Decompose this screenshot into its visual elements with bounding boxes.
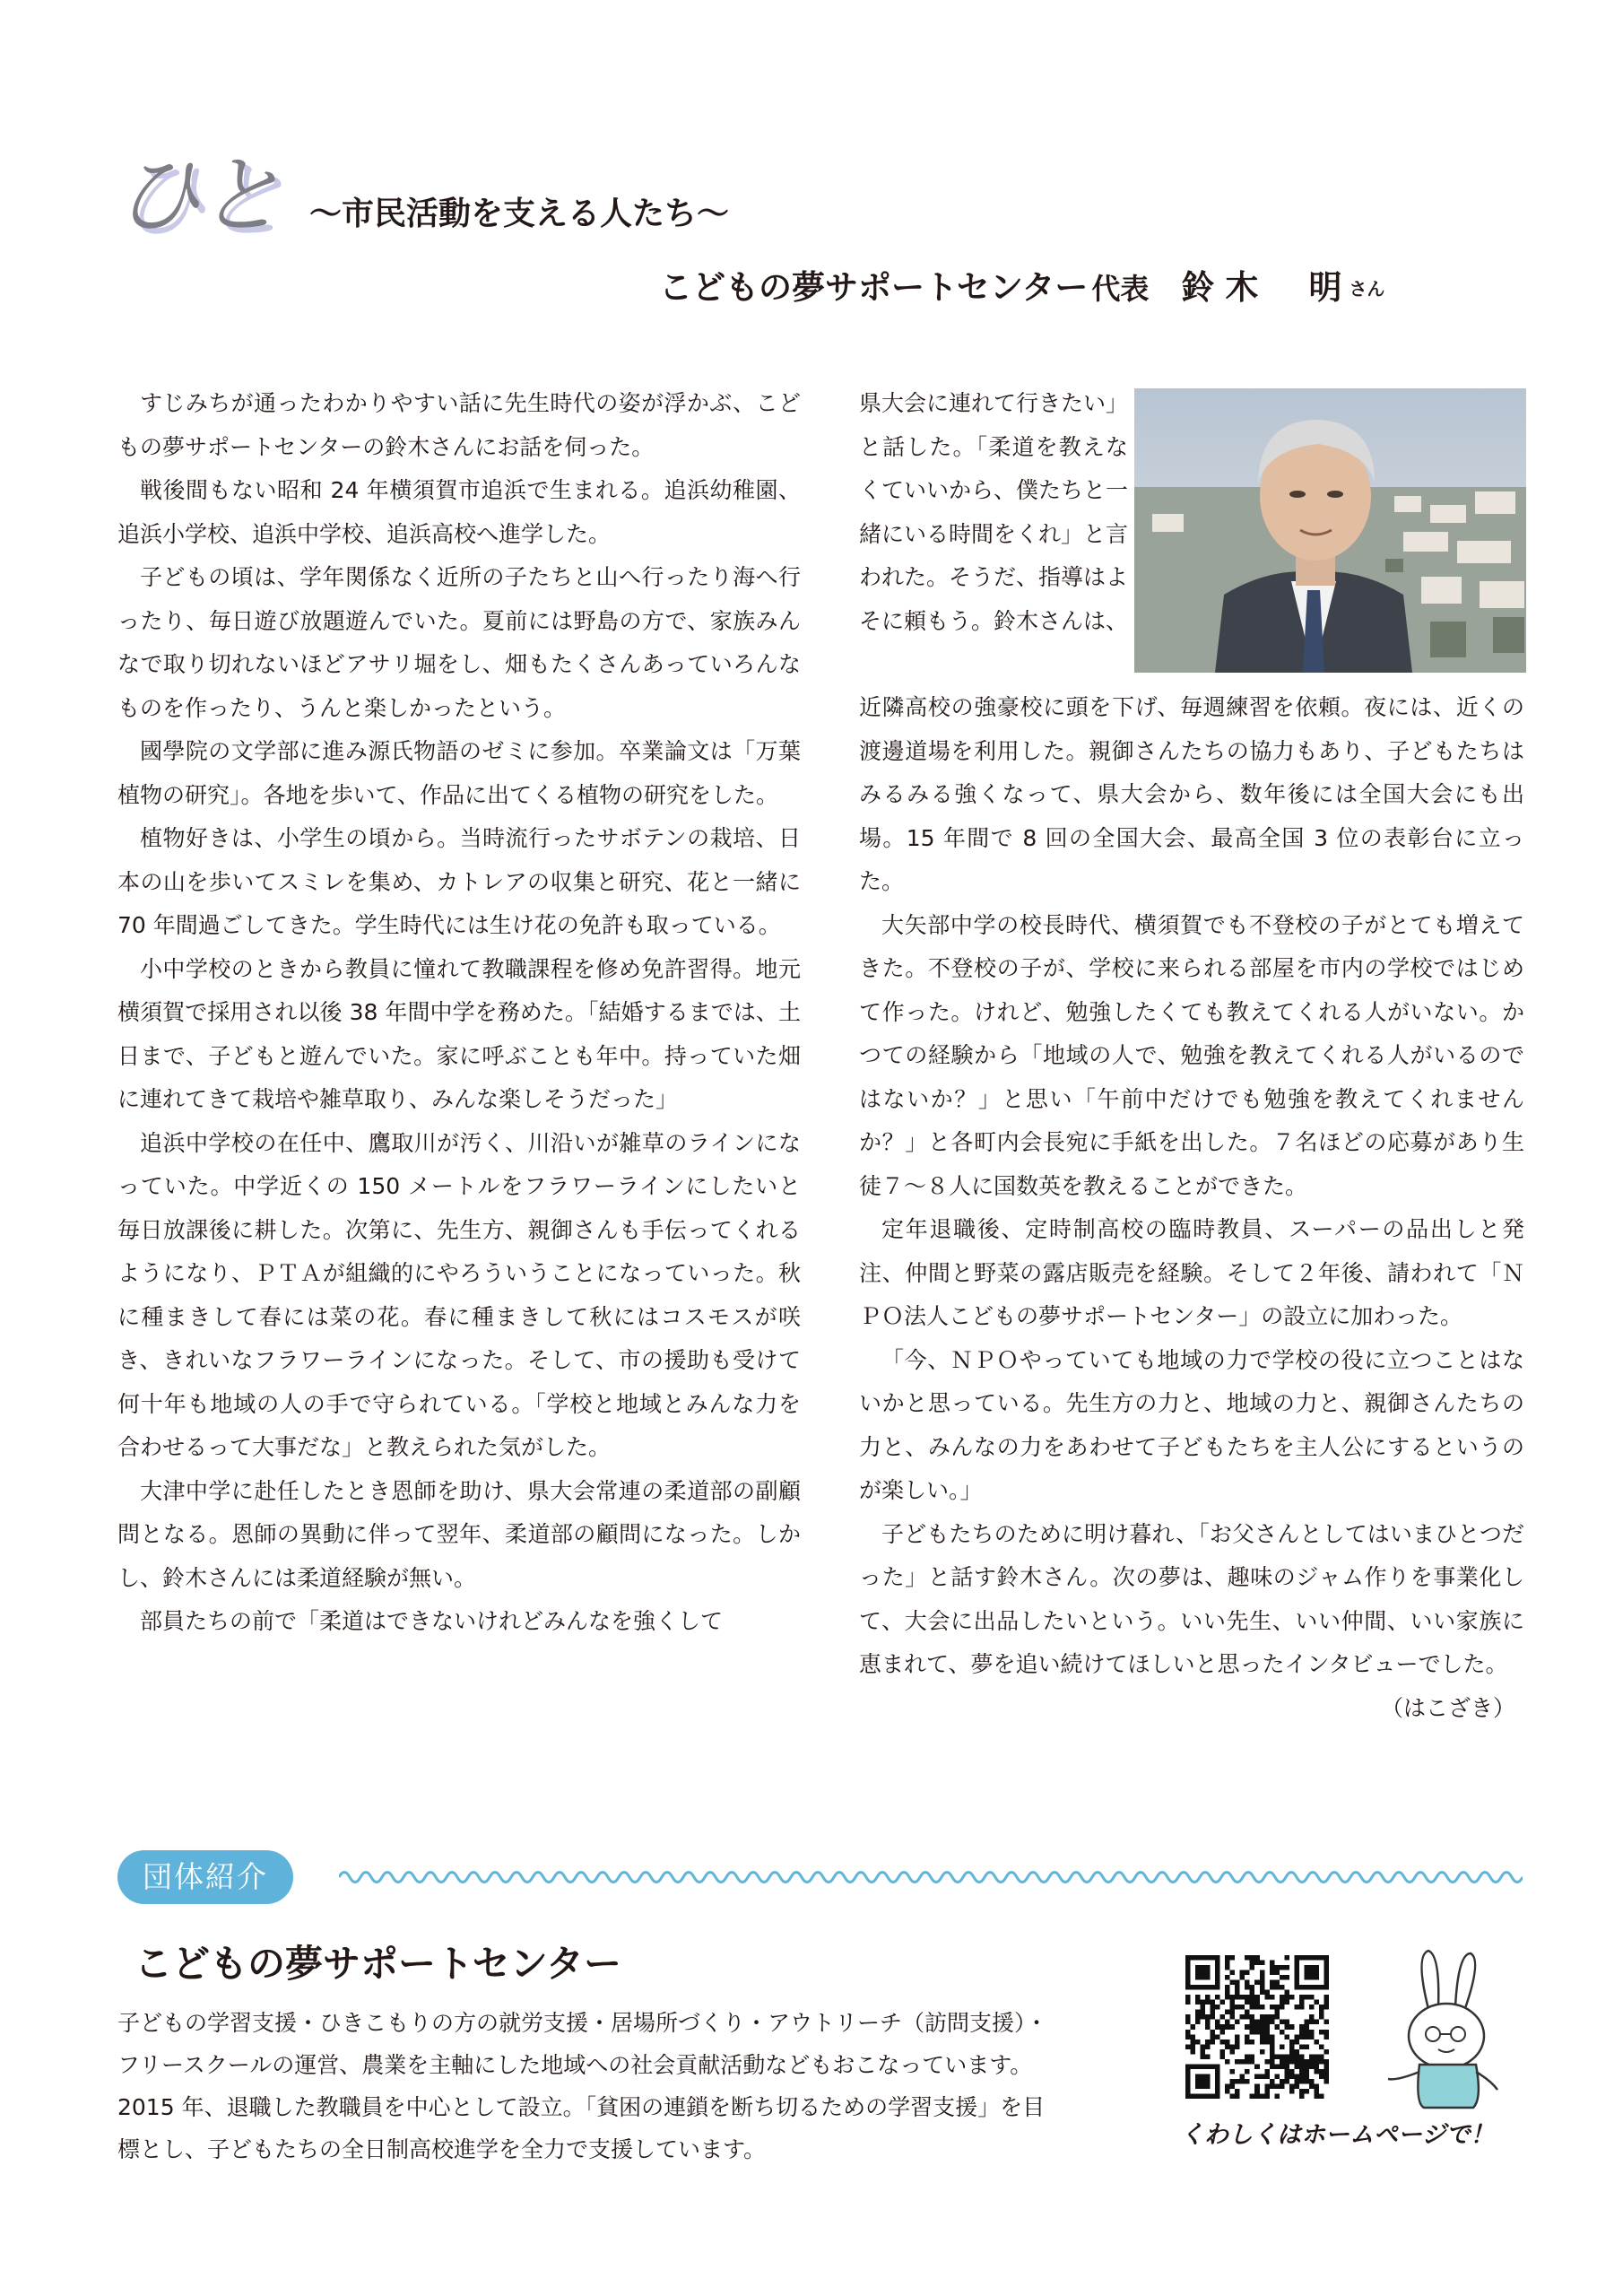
qr-code-icon[interactable] [1185,1955,1329,2099]
article-paragraph: 小中学校のときから教員に憧れて教職課程を修め免許習得。地元横須賀で採用され以後 38 年間中学を務めた。「結婚するまでは、土日まで、子どもと遊んでいた。家に呼ぶことも年中。持っていた畑に連れてきて栽培や雑草取り、みんな楽しそうだった」 [117,955,801,1112]
byline-given-name: 明 [1308,268,1342,307]
author-signature: （はこざき） [1380,1694,1515,1721]
byline-surname: 鈴木 [1181,268,1270,307]
article-paragraph: 國學院の文学部に進み源氏物語のゼミに参加。卒業論文は「万葉植物の研究」。各地を歩いて、作品に出てくる植物の研究をした。 [117,738,801,808]
article-paragraph: 定年退職後、定時制高校の臨時教員、スーパーの品出しと発注、仲間と野菜の露店販売を経験。そして２年後、請われて「ＮＰＯ法人こどもの夢サポートセンター」の設立に加わった。 [859,1216,1524,1329]
hito-logo-text: ひと [115,145,280,246]
byline-honorific: さん [1349,278,1385,300]
article-paragraph: 大矢部中学の校長時代、横須賀でも不登校の子がとても増えてきた。不登校の子が、学校に来られる部屋を市内の学校ではじめて作った。けれど、勉強したくても教えてくれる人がいない。かつての経験から「地域の人で、勉強を教えてくれる人がいるのではないか？」と思い「午前中だけでも勉強を教えてくれませんか？」と各町内会長宛に手紙を出した。７名ほどの応募があり生徒７～８人に国数英を教えることができた。 [859,911,1524,1199]
article-paragraph: 大津中学に赴任したとき恩師を助け、県大会常連の柔道部の副顧問となる。恩師の異動に伴って翌年、柔道部の顧問になった。しかし、鈴木さんには柔道経験が無い。 [117,1477,801,1591]
article-paragraph: 近隣高校の強豪校に頭を下げ、毎週練習を依頼。夜には、近くの渡邊道場を利用した。親御さんたちの協力もあり、子どもたちはみるみる強くなって、県大会から、数年後には全国大会にも出場。15 年間で 8 回の全国大会、最高全国 3 位の表彰台に立った。 [859,694,1524,894]
org-description [117,2002,1149,2170]
article-paragraph: 植物好きは、小学生の頃から。当時流行ったサボテンの栽培、日本の山を歩いてスミレを集め、カトレアの収集と研究、花と一緒に 70 年間過ごしてきた。学生時代には生け花の免許も取っている。 [117,825,801,938]
article-left-column [117,382,801,1644]
article-right-top [859,382,1128,643]
hito-logo [115,145,321,269]
article-paragraph: 部員たちの前で「柔道はできないけれどみんなを強くして [140,1608,724,1634]
byline-representative-label: 代表 [1091,272,1150,306]
byline-organization: こどもの夢サポートセンター [659,268,1089,307]
org-intro-badge: 団体紹介 [117,1850,293,1904]
org-description-line: フリースクールの運営、農業を主軸にした地域への社会貢献活動などもおこなっています。 [117,2052,1033,2078]
article-paragraph: 「今、ＮＰＯやっていても地域の力で学校の役に立つことはないかと思っている。先生方の力と、地域の力と、親御さんたちの力と、みんなの力をあわせて子どもたちを主人公にするというのが楽しい。」 [859,1346,1524,1503]
homepage-note: くわしくはホームページで！ [1180,2121,1495,2149]
org-title: こどもの夢サポートセンター [135,1942,622,1986]
rabbit-mascot-icon [1379,1946,1514,2112]
interviewee-byline [659,260,1384,309]
portrait-photo-image [1134,388,1526,673]
article-paragraph: 子どもの頃は、学年関係なく近所の子たちと山へ行ったり海へ行ったり、毎日遊び放題遊んでいた。夏前には野島の方で、家族みんなで取り切れないほどアサリ堀をし、畑もたくさんあっていろんなものを作ったり、うんと楽しかったという。 [117,564,801,721]
article-paragraph: 戦後間もない昭和 24 年横須賀市追浜で生まれる。追浜幼稚園、追浜小学校、追浜中学校、追浜高校へ進学した。 [117,477,801,547]
org-description-line: 子どもの学習支援・ひきこもりの方の就労支援・居場所づくり・アウトリーチ（訪問支援）・ [117,2010,1048,2036]
article-paragraph: 追浜中学校の在任中、鷹取川が汚く、川沿いが雑草のラインになっていた。中学近くの 150 メートルをフラワーラインにしたいと毎日放課後に耕した。次第に、先生方、親御さんも手伝ってくれるようになり、ＰＴＡが組織的にやろういうことになっていった。秋に種まきして春には菜の花。春に種まきして秋にはコスモスが咲き、きれいなフラワーラインになった。そして、市の援助も受けて何十年も地域の人の手で守られている。「学校と地域とみんな力を合わせるって大事だな」と教えられた気がした。 [117,1129,801,1460]
org-description-line: 標とし、子どもたちの全日制高校進学を全力で支援しています。 [117,2136,767,2162]
article-paragraph: 県大会に連れて行きたい」と話した。「柔道を教えなくていいから、僕たちと一緒にいる時間をくれ」と言われた。そうだ、指導はよそに頼もう。鈴木さんは、 [859,390,1129,634]
article-right-column [859,686,1524,1730]
wave-divider [339,1864,1523,1891]
article-paragraph: 子どもたちのために明け暮れ、「お父さんとしてはいまひとつだった」と話す鈴木さん。次の夢は、趣味のジャム作りを事業化して、大会に出品したいという。いい先生、いい仲間、いい家族に恵まれて、夢を追い続けてほしいと思ったインタビューでした。 [859,1520,1524,1677]
org-description-line: 2015 年、退職した教職員を中心として設立。「貧困の連鎖を断ち切るための学習支援」を目 [117,2094,1046,2120]
portrait-photo [1134,388,1526,673]
article-paragraph: すじみちが通ったわかりやすい話に先生時代の姿が浮かぶ、こどもの夢サポートセンターの鈴木さんにお話を伺った。 [117,390,801,460]
series-subtitle: ～市民活動を支える人たち～ [309,196,730,232]
